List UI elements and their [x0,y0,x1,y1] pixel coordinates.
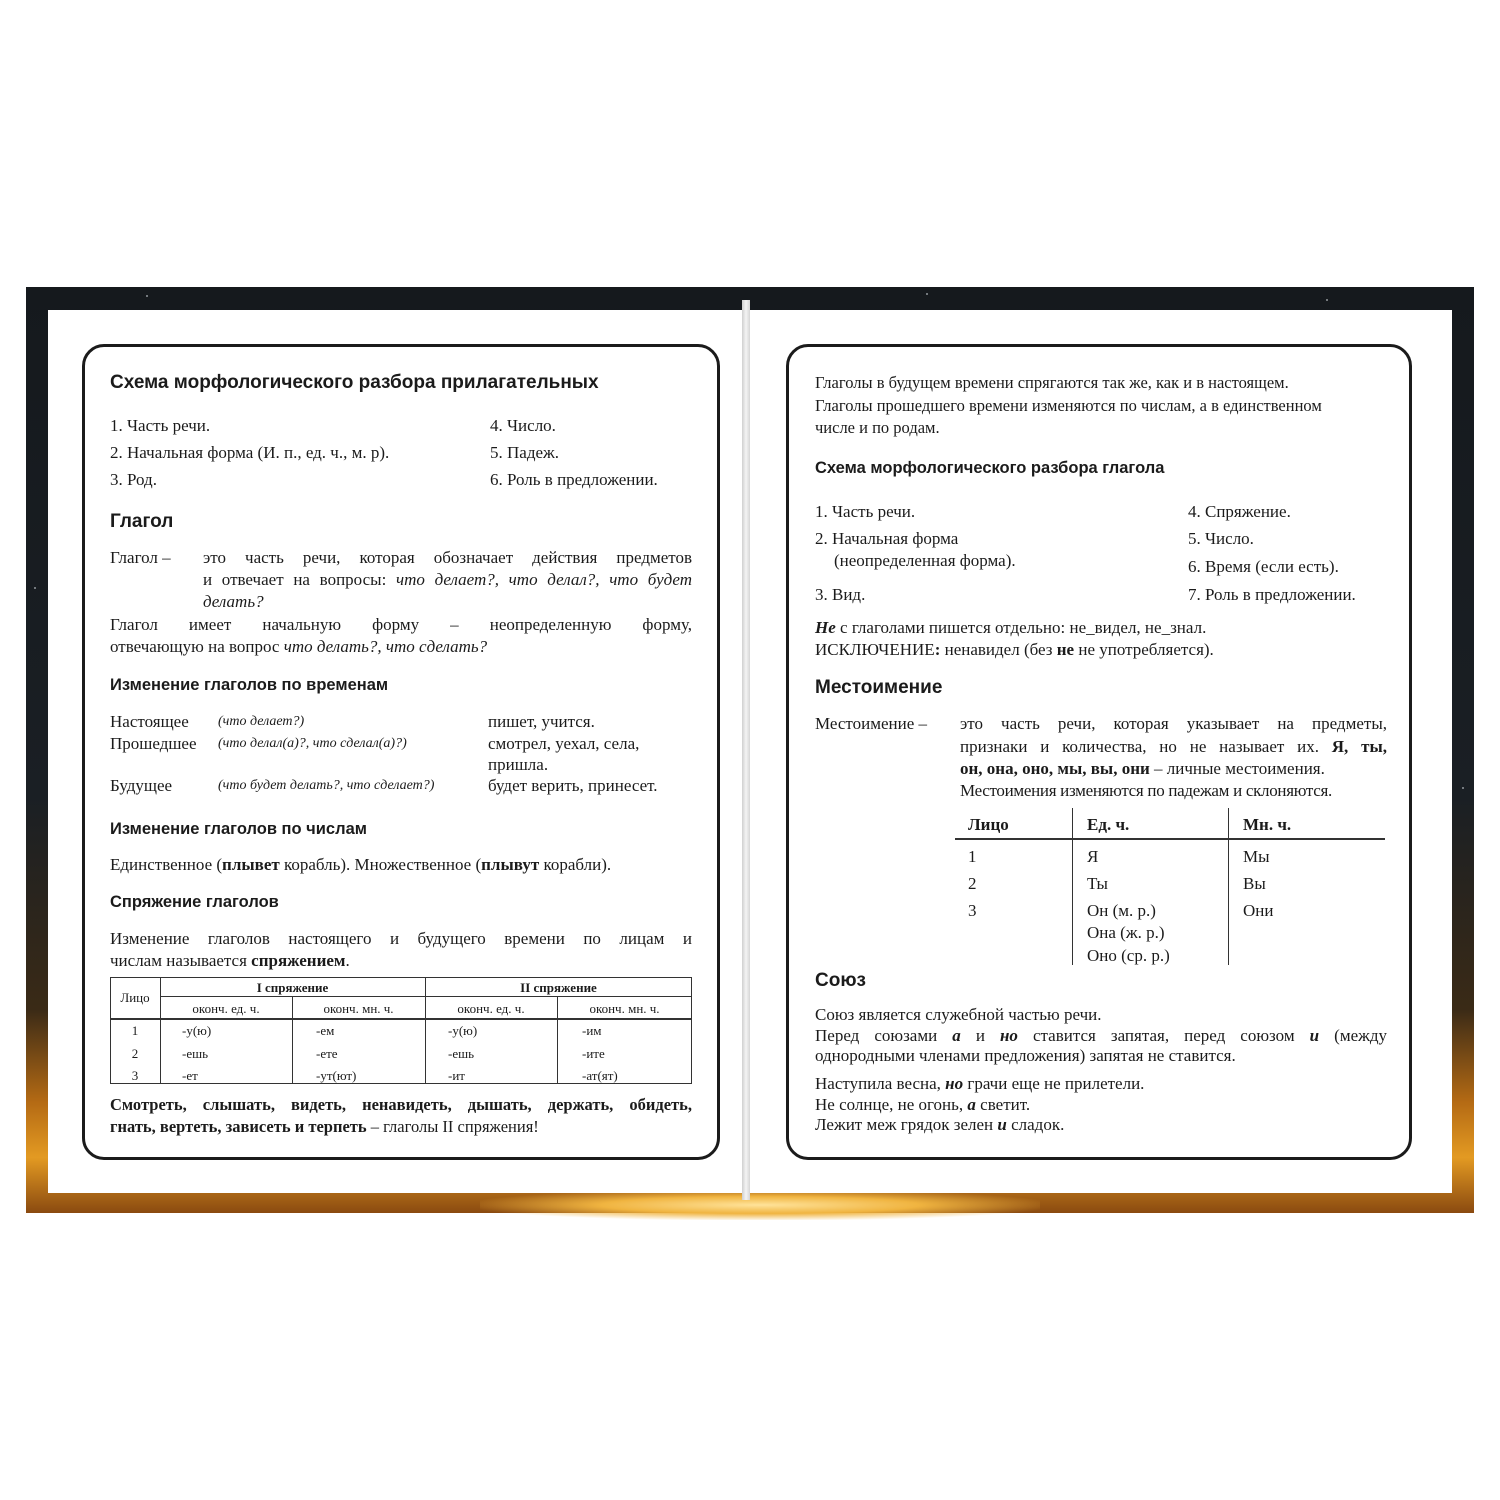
adj-item: 5. Падеж. [490,443,560,462]
verb-scheme-item: 4. Спряжение. [1188,502,1291,521]
tense-example: пришла. [488,755,549,774]
conj-cell: -ут(ют) [316,1068,357,1083]
pronoun-table-rule [1228,808,1229,965]
star-dot [146,295,148,297]
verb-scheme-item: 6. Время (если есть). [1188,557,1339,576]
verb-def-line: и отвечает на вопросы: что делает?, что делал?, что будет [203,570,693,589]
conj-cell: 3 [131,1068,139,1083]
conj-cell: -у(ю) [448,1023,478,1038]
tense-example: будет верить, принесет. [488,776,658,795]
union-title: Союз [815,970,866,991]
tense-question: (что будет делать?, что сделает?) [218,778,435,793]
conj-cell: -ете [316,1046,338,1061]
verb-scheme-item: 5. Число. [1188,529,1254,548]
union-text: Перед союзами а и но ставится запятая, перед союзом и (между [815,1026,1388,1045]
tense-name: Будущее [110,776,173,795]
conj-col-person: Лицо [120,990,150,1005]
pronoun-def: он, она, оно, мы, вы, они – личные местоимения. [960,759,1325,778]
conj-cell: -ешь [448,1046,475,1061]
pronoun-table-header: Мн. ч. [1243,815,1292,834]
conj-cell: -ите [582,1046,605,1061]
conj-exceptions: Смотреть, слышать, видеть, ненавидеть, дышать, держать, обидеть, [110,1095,692,1114]
tense-name: Прошедшее [110,734,197,753]
verb-scheme-item: 2. Начальная форма [815,529,959,548]
future-text: числе и по родам. [815,418,940,437]
conj-cell: -ет [182,1068,198,1083]
tense-title: Изменение глаголов по временам [110,676,389,694]
pronoun-table-cell: Я [1087,847,1099,866]
verb-scheme-title: Схема морфологического разбора глагола [815,459,1165,477]
tense-example: пишет, учится. [488,712,595,731]
pronoun-table-header: Ед. ч. [1087,815,1130,834]
conj-cell: -ешь [182,1046,209,1061]
book-spine [742,300,750,1200]
pronoun-table-header: Лицо [968,815,1009,834]
pronoun-table-cell: 1 [968,847,977,866]
pronoun-table-rule [955,838,1385,840]
adj-item: 2. Начальная форма (И. п., ед. ч., м. р). [110,443,390,462]
pronoun-table-cell: Оно (ср. р.) [1087,946,1170,965]
conj-sub-header: оконч. ед. ч. [192,1001,260,1016]
union-text: Союз является служебной частью речи. [815,1005,1102,1024]
union-example: Наступила весна, но грачи еще не прилетели. [815,1074,1145,1093]
conj-sub-header: оконч. мн. ч. [323,1001,394,1016]
pronoun-table-cell: 3 [968,901,977,920]
pronoun-table-cell: Мы [1243,847,1270,866]
pronoun-table-cell: 2 [968,874,977,893]
conj-cell: -ат(ят) [582,1068,618,1083]
conj-exceptions: гнать, вертеть, зависеть и терпеть – глаголы II спряжения! [110,1117,539,1136]
conj-text: числам называется спряжением. [110,951,350,970]
pronoun-table-cell: Они [1243,901,1274,920]
verb-def-line: это часть речи, которая обозначает действия предметов [203,548,692,567]
conj-sub-header: оконч. ед. ч. [457,1001,525,1016]
adj-item: 6. Роль в предложении. [490,470,658,489]
conj-cell: 1 [131,1023,139,1038]
verb-scheme-item: (неопределенная форма). [834,551,1016,570]
verb-def-term: Глагол – [110,548,171,567]
ne-rule: Не с глаголами пишется отдельно: не_видел, не_знал. [815,618,1207,637]
pronoun-table-rule [1072,808,1073,965]
star-dot [926,293,928,295]
conj-sub-header: оконч. мн. ч. [589,1001,660,1016]
tense-question: (что делает?) [218,714,305,729]
tense-question: (что делал(а)?, что сделал(а)?) [218,736,407,751]
star-dot [1462,787,1464,789]
verb-scheme-item: 3. Вид. [815,585,866,604]
pronoun-table-cell: Вы [1243,874,1266,893]
adj-item: 4. Число. [490,416,556,435]
verb-init-line: Глагол имеет начальную форму – неопределенную форму, [110,615,692,634]
future-text: Глаголы в будущем времени спрягаются так же, как и в настоящем. [815,373,1289,392]
pronoun-title: Местоимение [815,677,943,698]
pronoun-table-cell: Она (ж. р.) [1087,923,1165,942]
pronoun-def: признаки и количества, но не называет их. Я, ты, [960,737,1387,756]
union-example: Не солнце, не огонь, а светит. [815,1095,1031,1114]
cover-glow [480,1190,1040,1220]
conj-cell: -им [582,1023,602,1038]
verb-scheme-item: 1. Часть речи. [815,502,916,521]
verb-title: Глагол [110,511,174,532]
union-text: однородными членами предложения) запятая не ставится. [815,1046,1236,1065]
adj-item: 1. Часть речи. [110,416,211,435]
pronoun-def: это часть речи, которая указывает на предметы, [960,714,1387,733]
star-dot [1326,299,1328,301]
union-example: Лежит меж грядок зелен и сладок. [815,1115,1065,1134]
number-text: Единственное (плывет корабль). Множественное (плывут корабли). [110,855,612,874]
conj-cell: -у(ю) [182,1023,212,1038]
conj-cell: -ит [448,1068,465,1083]
conj-text: Изменение глаголов настоящего и будущего времени по лицам и [110,929,692,948]
conj-title: Спряжение глаголов [110,893,279,911]
conj-group-header: I спряжение [256,980,329,995]
verb-def-line: делать? [203,592,264,611]
conj-group-header: II спряжение [520,980,597,995]
star-dot [34,587,36,589]
pronoun-term: Местоимение – [815,714,928,733]
tense-example: смотрел, уехал, села, [488,734,640,753]
conj-cell: 2 [131,1046,139,1061]
pronoun-def: Местоимения изменяются по падежам и склоняются. [960,781,1332,800]
verb-scheme-item: 7. Роль в предложении. [1188,585,1356,604]
pronoun-table-cell: Он (м. р.) [1087,901,1156,920]
tense-name: Настоящее [110,712,189,731]
adj-scheme-title: Схема морфологического разбора прилагательных [110,372,599,393]
verb-init-line: отвечающую на вопрос что делать?, что сделать? [110,637,488,656]
pronoun-table-cell: Ты [1087,874,1108,893]
conj-cell: -ем [316,1023,335,1038]
number-title: Изменение глаголов по числам [110,820,367,838]
ne-exception: ИСКЛЮЧЕНИЕ: ненавидел (без не не употребляется). [815,640,1214,659]
adj-item: 3. Род. [110,470,157,489]
future-text: Глаголы прошедшего времени изменяются по числам, а в единственном [815,396,1322,415]
